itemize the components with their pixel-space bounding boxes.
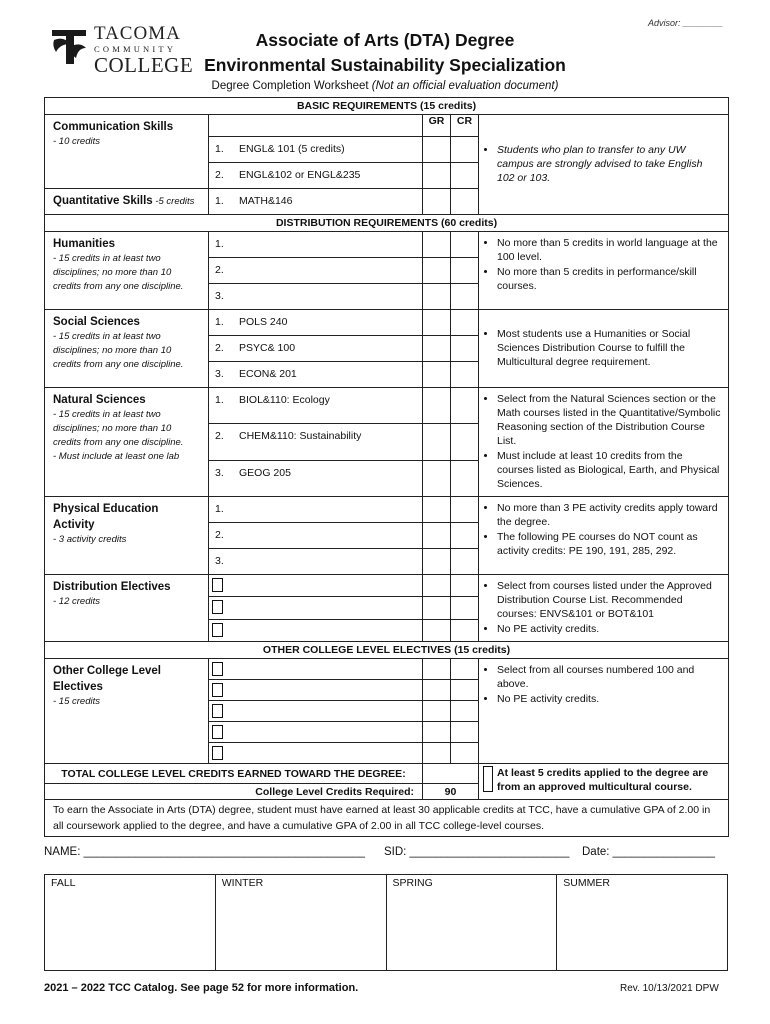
grade-cell[interactable]	[423, 597, 451, 619]
credit-cell[interactable]	[451, 424, 479, 460]
checkbox[interactable]	[212, 683, 223, 697]
term-spring[interactable]: SPRING	[386, 875, 557, 971]
name-field[interactable]: NAME: ____________________________________________	[44, 846, 366, 858]
total-credits-earned-label: TOTAL COLLEGE LEVEL CREDITS EARNED TOWARD THE DEGREE:	[45, 764, 423, 784]
physical-education-notes: • No more than 3 PE activity credits apply toward the degree. • The following PE courses do NOT count as activity credits: PE 190, 191, 285, 292.	[479, 497, 729, 575]
catalog-reference: 2021 – 2022 TCC Catalog. See page 52 for more information.	[44, 982, 359, 994]
checkbox[interactable]	[212, 600, 223, 614]
communication-skills-label: Communication Skills - 10 credits	[45, 115, 209, 189]
term-winter[interactable]: WINTER	[215, 875, 386, 971]
distribution-requirements-heading: DISTRIBUTION REQUIREMENTS (60 credits)	[45, 215, 729, 232]
grade-cell[interactable]	[423, 722, 451, 743]
elective-checkbox-row[interactable]	[209, 659, 423, 680]
degree-requirement-note: To earn the Associate in Arts (DTA) degree, student must have earned at least 30 applicable credits at TCC, have a cumulative GPA of 2.00 in all coursework applied to the degree, and have a cumulative GPA of 2.00 in all TCC college-level courses.	[45, 800, 729, 837]
credits-required-value: 90	[423, 784, 479, 800]
requirements-table	[44, 97, 729, 837]
credit-cell[interactable]	[451, 523, 479, 549]
credit-cell[interactable]	[451, 189, 479, 215]
credit-cell[interactable]	[451, 701, 479, 722]
credits-required-label: College Level Credits Required:	[45, 784, 423, 800]
humanities-label: Humanities - 15 credits in at least two disciplines; no more than 10 credits from any one discipline.	[45, 232, 209, 310]
credit-cell[interactable]	[451, 284, 479, 310]
grade-cell[interactable]	[423, 497, 451, 523]
gr-column-header: GR	[423, 115, 451, 137]
grade-cell[interactable]	[423, 189, 451, 215]
grade-cell[interactable]	[423, 659, 451, 680]
credit-cell[interactable]	[451, 388, 479, 424]
grade-cell[interactable]	[423, 232, 451, 258]
other-electives-notes: • Select from all courses numbered 100 and above. • No PE activity credits.	[479, 659, 729, 764]
course-row[interactable]: 1. ENGL& 101 (5 credits)	[209, 137, 423, 163]
course-row[interactable]: 1.	[209, 497, 423, 523]
grade-cell[interactable]	[423, 680, 451, 701]
communication-note: • Students who plan to transfer to any UW campus are strongly advised to take English 102 or 103.	[479, 115, 729, 215]
basic-requirements-heading: BASIC REQUIREMENTS (15 credits)	[45, 98, 729, 115]
elective-checkbox-row[interactable]	[209, 575, 423, 597]
date-field[interactable]: Date: ________________	[582, 846, 716, 858]
elective-checkbox-row[interactable]	[209, 680, 423, 701]
course-row[interactable]: 3.	[209, 284, 423, 310]
credit-cell[interactable]	[451, 310, 479, 336]
physical-education-label: Physical Education Activity - 3 activity credits	[45, 497, 209, 575]
college-logo-text: TACOMA COMMUNITY COLLEGE	[94, 23, 194, 77]
elective-checkbox-row[interactable]	[209, 722, 423, 743]
credit-cell[interactable]	[451, 497, 479, 523]
course-row[interactable]: 3. ECON& 201	[209, 362, 423, 388]
grade-cell[interactable]	[423, 336, 451, 362]
total-credits-earned-cell[interactable]	[423, 764, 479, 784]
credit-cell[interactable]	[451, 549, 479, 575]
other-electives-label: Other College Level Electives - 15 credits	[45, 659, 209, 764]
credit-cell[interactable]	[451, 597, 479, 619]
social-sciences-notes: • Most students use a Humanities or Social Sciences Distribution Course to fulfill the Multicultural degree requirement.	[479, 310, 729, 388]
grade-cell[interactable]	[423, 137, 451, 163]
revision-note: Rev. 10/13/2021 DPW	[620, 983, 719, 994]
grade-cell[interactable]	[423, 310, 451, 336]
natural-sciences-notes: • Select from the Natural Sciences section or the Math courses listed in the Quantitative/Symbolic Reasoning section of the Distribution Course List. • Must include at least 10 credits from the courses listed as Biological, Earth, and Physical Sciences.	[479, 388, 729, 497]
term-planning-table	[44, 874, 728, 971]
worksheet-caption: Degree Completion Worksheet (Not an official evaluation document)	[211, 80, 559, 92]
distribution-electives-notes: • Select from courses listed under the Approved Distribution Course List. Recommended courses: ENVS&101 or BOT&101 • No PE activity credits.	[479, 575, 729, 642]
grade-cell[interactable]	[423, 362, 451, 388]
page-subtitle: Environmental Sustainability Specialization	[204, 55, 566, 75]
credit-cell[interactable]	[451, 619, 479, 641]
course-row[interactable]: 1. BIOL&110: Ecology	[209, 388, 423, 424]
quantitative-skills-label: Quantitative Skills -5 credits	[45, 189, 209, 215]
sid-field[interactable]: SID: _________________________	[384, 846, 570, 858]
credit-cell[interactable]	[451, 722, 479, 743]
credit-cell[interactable]	[451, 137, 479, 163]
checkbox[interactable]	[212, 725, 223, 739]
elective-checkbox-row[interactable]	[209, 597, 423, 619]
credit-cell[interactable]	[451, 362, 479, 388]
credit-cell[interactable]	[451, 575, 479, 597]
cr-column-header: CR	[451, 115, 479, 137]
term-fall[interactable]: FALL	[45, 875, 216, 971]
grade-cell[interactable]	[423, 284, 451, 310]
social-sciences-label: Social Sciences - 15 credits in at least two disciplines; no more than 10 credits from any one discipline.	[45, 310, 209, 388]
credit-cell[interactable]	[451, 336, 479, 362]
tcc-logo-icon	[50, 26, 88, 66]
grade-cell[interactable]	[423, 523, 451, 549]
checkbox[interactable]	[212, 662, 223, 676]
credit-cell[interactable]	[451, 232, 479, 258]
checkbox[interactable]	[212, 623, 223, 637]
checkbox[interactable]	[212, 578, 223, 592]
checkbox[interactable]	[212, 704, 223, 718]
elective-checkbox-row[interactable]	[209, 619, 423, 641]
course-row[interactable]: 3.	[209, 549, 423, 575]
course-row[interactable]: 2. CHEM&110: Sustainability	[209, 424, 423, 460]
grade-cell[interactable]	[423, 743, 451, 764]
course-row[interactable]: 1. MATH&146	[209, 189, 423, 215]
elective-checkbox-row[interactable]	[209, 701, 423, 722]
credit-cell[interactable]	[451, 163, 479, 189]
grade-cell[interactable]	[423, 701, 451, 722]
grade-cell[interactable]	[423, 424, 451, 460]
grade-cell[interactable]	[423, 460, 451, 496]
course-row[interactable]: 2.	[209, 523, 423, 549]
advisor-field[interactable]: Advisor: ________	[648, 18, 724, 28]
credit-cell[interactable]	[451, 659, 479, 680]
humanities-notes: • No more than 5 credits in world language at the 100 level. • No more than 5 credits in performance/skill courses.	[479, 232, 729, 310]
multicultural-requirement[interactable]: At least 5 credits applied to the degree are from an approved multicultural course.	[479, 764, 729, 800]
grade-cell[interactable]	[423, 163, 451, 189]
course-row[interactable]: 1. POLS 240	[209, 310, 423, 336]
checkbox[interactable]	[212, 746, 223, 760]
grade-cell[interactable]	[423, 258, 451, 284]
term-summer[interactable]: SUMMER	[557, 875, 728, 971]
credit-cell[interactable]	[451, 680, 479, 701]
credit-cell[interactable]	[451, 258, 479, 284]
course-row[interactable]: 2. PSYC& 100	[209, 336, 423, 362]
course-row[interactable]: 2.	[209, 258, 423, 284]
grade-cell[interactable]	[423, 388, 451, 424]
other-electives-heading: OTHER COLLEGE LEVEL ELECTIVES (15 credits)	[45, 642, 729, 659]
course-row[interactable]: 2. ENGL&102 or ENGL&235	[209, 163, 423, 189]
multicultural-checkbox[interactable]	[483, 766, 493, 792]
distribution-electives-label: Distribution Electives - 12 credits	[45, 575, 209, 642]
elective-checkbox-row[interactable]	[209, 743, 423, 764]
natural-sciences-label: Natural Sciences - 15 credits in at least two disciplines; no more than 10 credits from any one discipline. - Must include at least one lab	[45, 388, 209, 497]
page-title: Associate of Arts (DTA) Degree	[255, 30, 515, 50]
credit-cell[interactable]	[451, 460, 479, 496]
course-row[interactable]: 1.	[209, 232, 423, 258]
credit-cell[interactable]	[451, 743, 479, 764]
grade-cell[interactable]	[423, 549, 451, 575]
grade-cell[interactable]	[423, 619, 451, 641]
course-row[interactable]: 3. GEOG 205	[209, 460, 423, 496]
grade-cell[interactable]	[423, 575, 451, 597]
